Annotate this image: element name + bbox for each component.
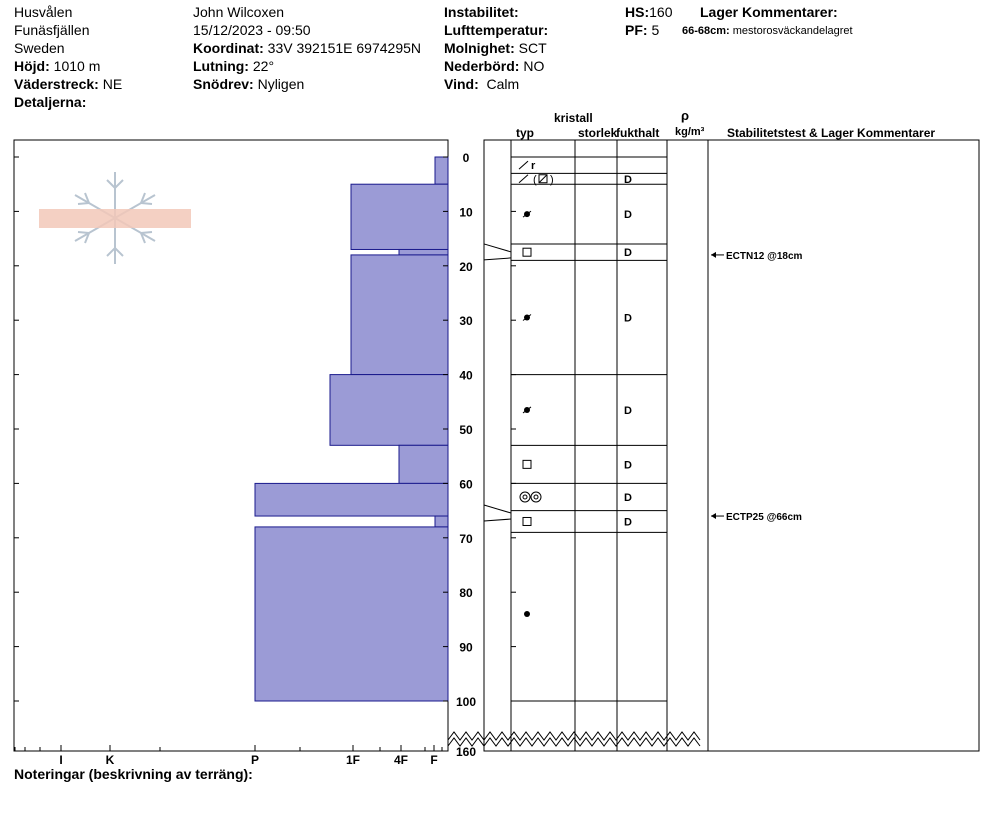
moisture-header: fukthalt [616, 126, 660, 140]
layer-comment-depth: 66-68cm: [682, 25, 730, 37]
elevation-value: 1010 m [53, 58, 101, 74]
arrow-left-icon [711, 513, 716, 519]
airtemp-label: Lufttemperatur: [444, 22, 549, 38]
hardness-tick-label: I [59, 753, 63, 767]
elevation-label: Höjd: [14, 58, 50, 74]
coordinates-value: 33V 392151E 6974295N [267, 40, 422, 56]
location-name: Husvålen [14, 4, 73, 20]
slope-value: 22° [252, 58, 275, 74]
grain-paren-label: ( [533, 173, 537, 186]
moisture-value: D [624, 312, 632, 325]
coordinates-label: Koordinat: [193, 40, 264, 56]
precip-value: NO [523, 58, 545, 74]
precip-label: Nederbörd: [444, 58, 520, 74]
notes-label: Noteringar (beskrivning av terräng): [14, 766, 253, 782]
depth-tick-label: 90 [459, 640, 473, 655]
layer-comments-label: Lager Kommentarer: [700, 4, 838, 20]
hardness-bar [255, 483, 448, 516]
moisture-value: D [624, 492, 632, 504]
hardness-tick-label: 4F [393, 753, 409, 767]
melt-form-icon [531, 492, 541, 502]
sky-value: SCT [518, 40, 547, 56]
layer-comment-text: mestorosväckandelagret [732, 25, 853, 37]
hardness-bar [399, 445, 448, 483]
hardness-bars [255, 157, 448, 701]
hardness-bar [351, 255, 448, 375]
instability-label: Instabilitet: [444, 4, 519, 20]
hardness-bar [399, 249, 448, 254]
fracture-marker [484, 505, 511, 521]
aspect-value: NE [102, 76, 123, 92]
grain-paren-label: ) [550, 173, 554, 186]
depth-tick-label: 30 [459, 314, 473, 329]
facet-icon [523, 517, 531, 525]
arrow-left-icon [711, 252, 716, 258]
area-name: Funäsfjällen [14, 22, 90, 38]
moisture-value: D [624, 516, 632, 529]
hardness-bar [351, 184, 448, 249]
axis-break-zigzag [448, 738, 700, 746]
decomposing-icon [519, 161, 528, 169]
stability-header: Stabilitetstest & Lager Kommentarer [727, 126, 936, 140]
pf-label: PF: [625, 22, 648, 38]
hs-label: HS: [625, 4, 650, 20]
sky-label: Molnighet: [444, 40, 515, 56]
hardness-tick-label: 1F [345, 753, 361, 767]
wind-value: Calm [486, 76, 520, 92]
hardness-tick-label: K [105, 753, 115, 767]
facet-icon [523, 460, 531, 468]
facet-icon [523, 248, 531, 256]
moisture-value: D [624, 209, 632, 222]
comments-column-frame [708, 140, 979, 751]
pf-value: 5 [651, 22, 660, 38]
depth-tick-label: 0 [462, 151, 470, 165]
moisture-value: D [624, 173, 632, 186]
depth-tick-label: 50 [459, 423, 473, 437]
grain-rows [511, 157, 667, 701]
crystal-header: kristall [554, 111, 593, 125]
size-header: storlek [578, 126, 618, 140]
depth-tick-label: 10 [459, 205, 473, 220]
rho-header: ρ [681, 108, 690, 123]
depth-tick-label: 40 [459, 368, 473, 383]
datetime: 15/12/2023 - 09:50 [193, 22, 311, 38]
melt-form-icon [520, 492, 530, 502]
depth-tick-label: 80 [459, 586, 473, 601]
hardness-bar [435, 516, 448, 527]
stability-test-label: ECTP25 @66cm [726, 512, 802, 524]
hardness-axis [15, 745, 442, 767]
depth-tick-label: 60 [459, 477, 473, 492]
melt-form-icon-inner [534, 495, 538, 499]
grain-suffix-label: r [531, 160, 536, 173]
rounded-grain-icon [524, 611, 530, 617]
decomposing-icon [519, 175, 528, 183]
country-name: Sweden [14, 40, 65, 56]
hardness-bar [435, 157, 448, 184]
hardness-tick-label: P [250, 753, 260, 767]
fracture-marker [484, 244, 511, 260]
depth-tick-label: 70 [459, 531, 473, 546]
slope-label: Lutning: [193, 58, 249, 74]
depth-tick-label: 100 [455, 695, 477, 709]
density-unit-header: kg/m³ [675, 126, 705, 138]
observer: John Wilcoxen [193, 4, 285, 20]
moisture-value: D [624, 247, 632, 260]
facet-icon-slash [539, 175, 547, 183]
depth-tick-label: 20 [459, 259, 473, 274]
stability-tests [484, 244, 803, 523]
depth-tick-label: 160 [455, 745, 477, 759]
melt-form-icon-inner [523, 495, 527, 499]
moisture-value: D [624, 404, 632, 417]
type-header: typ [516, 126, 534, 140]
hardness-bar [255, 527, 448, 701]
hardness-bar [330, 375, 448, 446]
stability-test-label: ECTN12 @18cm [726, 250, 803, 262]
aspect-label: Väderstreck: [14, 76, 99, 92]
snowdrift-label: Snödrev: [193, 76, 254, 92]
hardness-tick-label: F [430, 753, 438, 767]
moisture-value: D [624, 459, 632, 472]
snowdrift-value: Nyligen [257, 76, 305, 92]
details-label: Detaljerna: [14, 94, 87, 110]
snowpilot-logo [39, 172, 191, 264]
wind-label: Vind: [444, 76, 479, 92]
hs-value: 160 [649, 4, 673, 20]
